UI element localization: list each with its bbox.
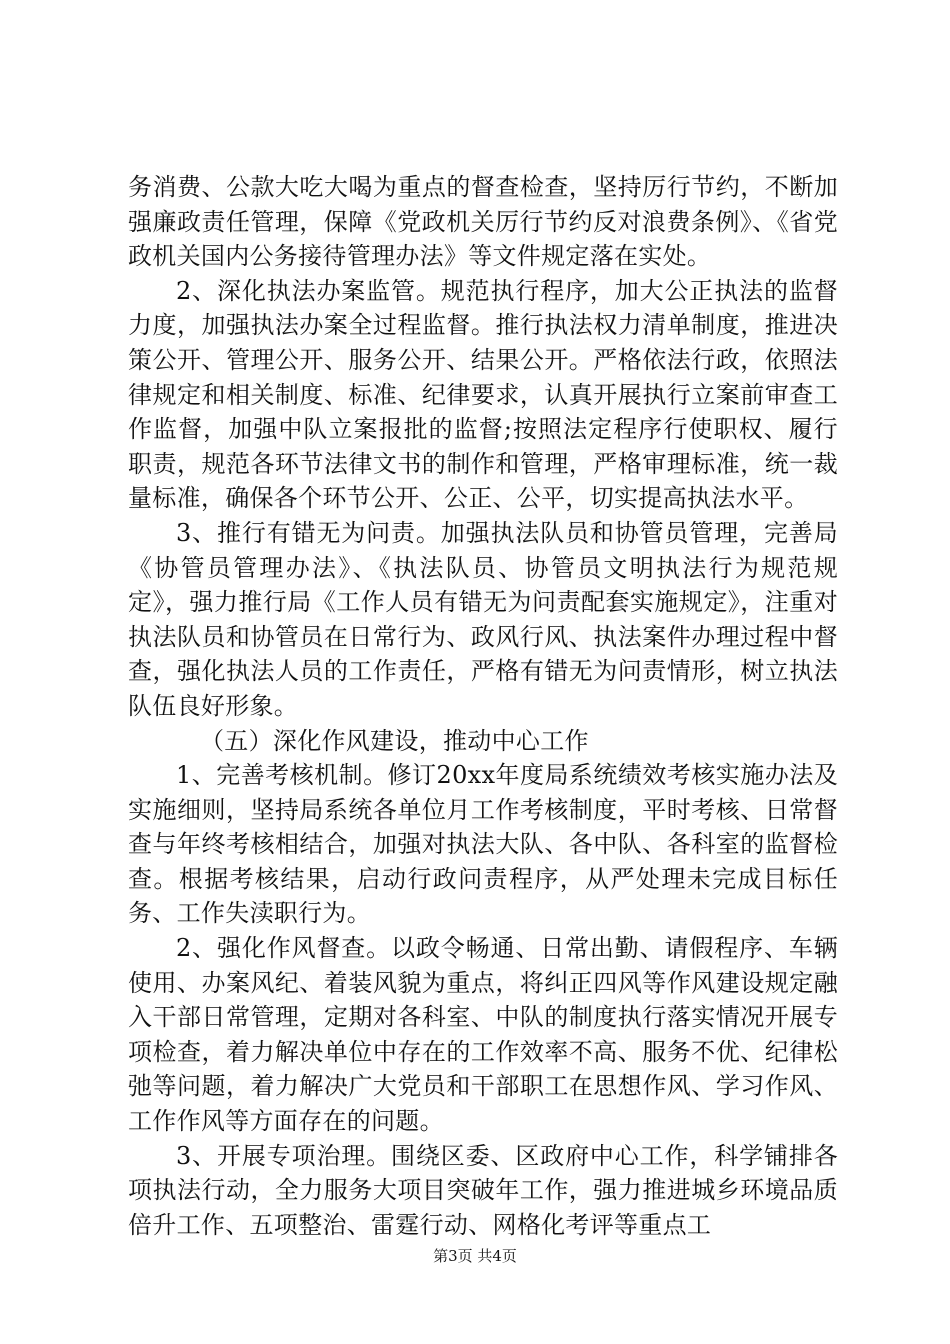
paragraph-continuation: 务消费、公款大吃大喝为重点的督查检查，坚持厉行节约，不断加强廉政责任管理，保障《党政机关厉行节约反对浪费条例》、《省党政机关国内公务接待管理办法》等文件规定落在实处。 [128, 173, 838, 271]
paragraph-style-inspection: 2、强化作风督查。以政令畅通、日常出勤、请假程序、车辆使用、办案风纪、着装风貌为重点，将纠正四风等作风建设规定融入干部日常管理，定期对各科室、中队的制度执行落实情况开展专项检查，着力解决单位中存在的工作效率不高、服务不优、纪律松弛等问题，着力解决广大党员和干部职工在思想作风、学习作风、工作作风等方面存在的问题。 [128, 934, 838, 1136]
document-body [128, 170, 838, 1242]
paragraph-assessment-mechanism: 1、完善考核机制。修订20xx年度局系统绩效考核实施办法及实施细则，坚持局系统各单位月工作考核制度，平时考核、日常督查与年终考核相结合，加强对执法大队、各中队、各科室的监督检查。根据考核结果，启动行政问责程序，从严处理未完成目标任务、工作失渎职行为。 [128, 761, 838, 928]
page-number-footer: 第3页 共4页 [433, 1247, 517, 1265]
paragraph-special-governance: 3、开展专项治理。围绕区委、区政府中心工作，科学铺排各项执法行动，全力服务大项目突破年工作，强力推进城乡环境品质倍升工作、五项整治、雷霆行动、网格化考评等重点工 [128, 1141, 838, 1239]
paragraph-accountability: 3、推行有错无为问责。加强执法队员和协管员管理，完善局《协管员管理办法》、《执法队员、协管员文明执法行为规范规定》，强力推行局《工作人员有错无为问责配套实施规定》，注重对执法队员和协管员在日常行为、政风行风、执法案件办理过程中督查，强化执法人员的工作责任，严格有错无为问责情形，树立执法队伍良好形象。 [128, 518, 838, 720]
paragraph-enforcement-supervision: 2、深化执法办案监管。规范执行程序，加大公正执法的监督力度，加强执法办案全过程监督。推行执法权力清单制度，推进决策公开、管理公开、服务公开、结果公开。严格依法行政，依照法律规定和相关制度、标准、纪律要求，认真开展执行立案前审查工作监督，加强中队立案报批的监督;按照法定程序行使职权、履行职责，规范各环节法律文书的制作和管理，严格审理标准，统一裁量标准，确保各个环节公开、公正、公平，切实提高执法水平。 [128, 276, 838, 513]
section-heading: （五）深化作风建设，推动中心工作 [200, 726, 589, 755]
